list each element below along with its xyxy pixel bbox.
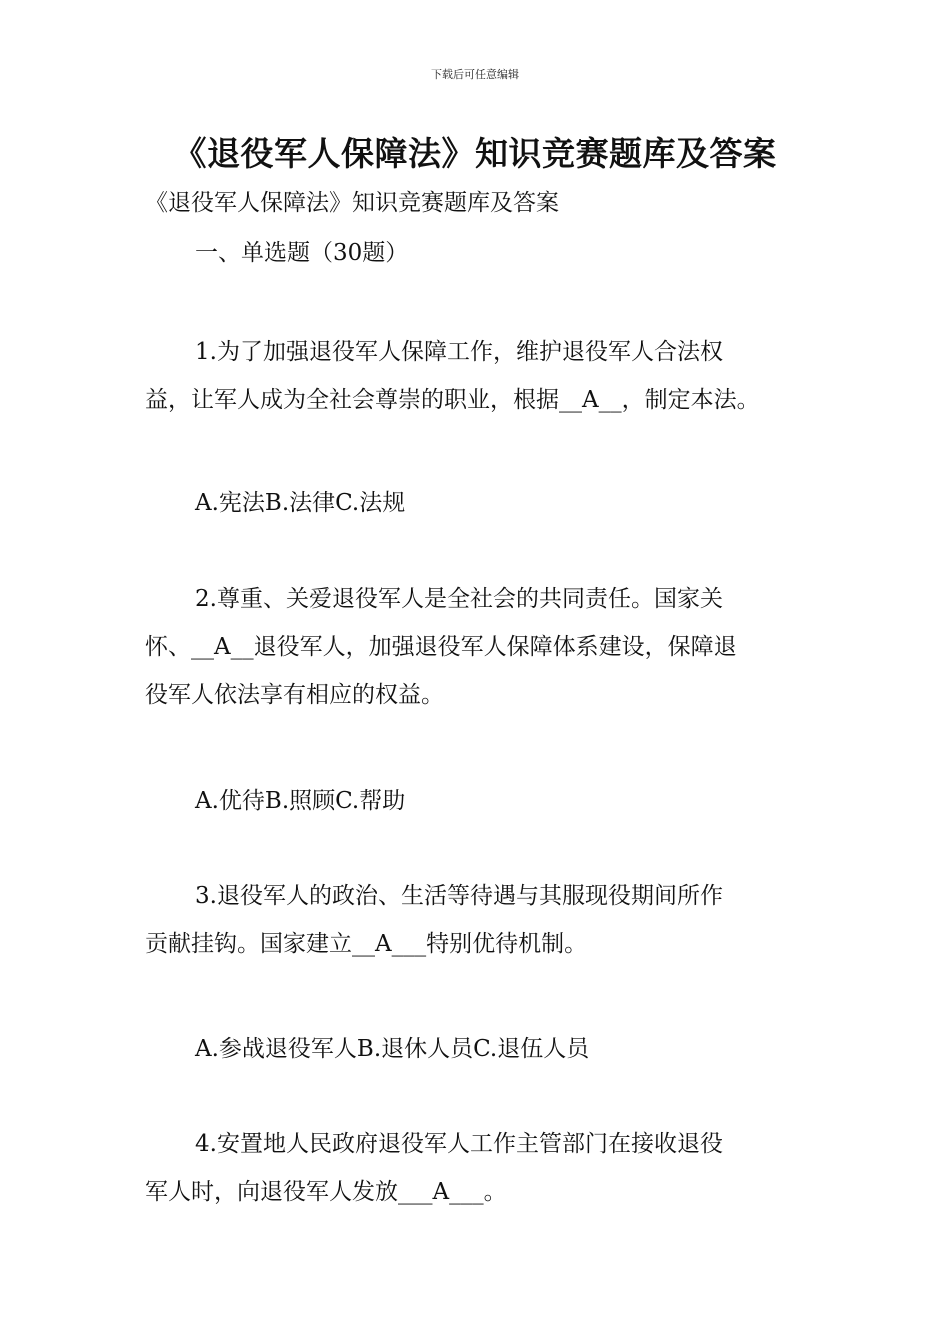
question-4 — [145, 1120, 810, 1216]
header-note: 下载后可任意编辑 — [431, 68, 519, 81]
question-3-options: A.参战退役军人B.退休人员C.退伍人员 — [195, 1036, 590, 1062]
question-line: 益，让军人成为全社会尊崇的职业，根据__A__，制定本法。 — [145, 387, 760, 413]
section-heading: 一、单选题（30题） — [195, 240, 409, 266]
question-3 — [145, 872, 810, 968]
question-line: 1.为了加强退役军人保障工作，维护退役军人合法权 — [195, 339, 723, 365]
question-line: 军人时，向退役军人发放___A___。 — [145, 1179, 507, 1205]
question-1-options: A.宪法B.法律C.法规 — [195, 490, 406, 516]
question-2-options: A.优待B.照顾C.帮助 — [195, 788, 406, 814]
document-subtitle: 《退役军人保障法》知识竞赛题库及答案 — [145, 190, 559, 216]
question-line: 3.退役军人的政治、生活等待遇与其服现役期间所作 — [195, 883, 723, 909]
question-line: 2.尊重、关爱退役军人是全社会的共同责任。国家关 — [195, 586, 723, 612]
document-title: 《退役军人保障法》知识竞赛题库及答案 — [173, 134, 777, 173]
question-line: 怀、__A__退役军人，加强退役军人保障体系建设，保障退 — [145, 634, 737, 660]
question-2 — [145, 575, 810, 719]
question-line: 役军人依法享有相应的权益。 — [145, 682, 444, 708]
question-1 — [145, 328, 810, 424]
question-line: 4.安置地人民政府退役军人工作主管部门在接收退役 — [195, 1131, 723, 1157]
question-line: 贡献挂钩。国家建立__A___特别优待机制。 — [145, 931, 588, 957]
